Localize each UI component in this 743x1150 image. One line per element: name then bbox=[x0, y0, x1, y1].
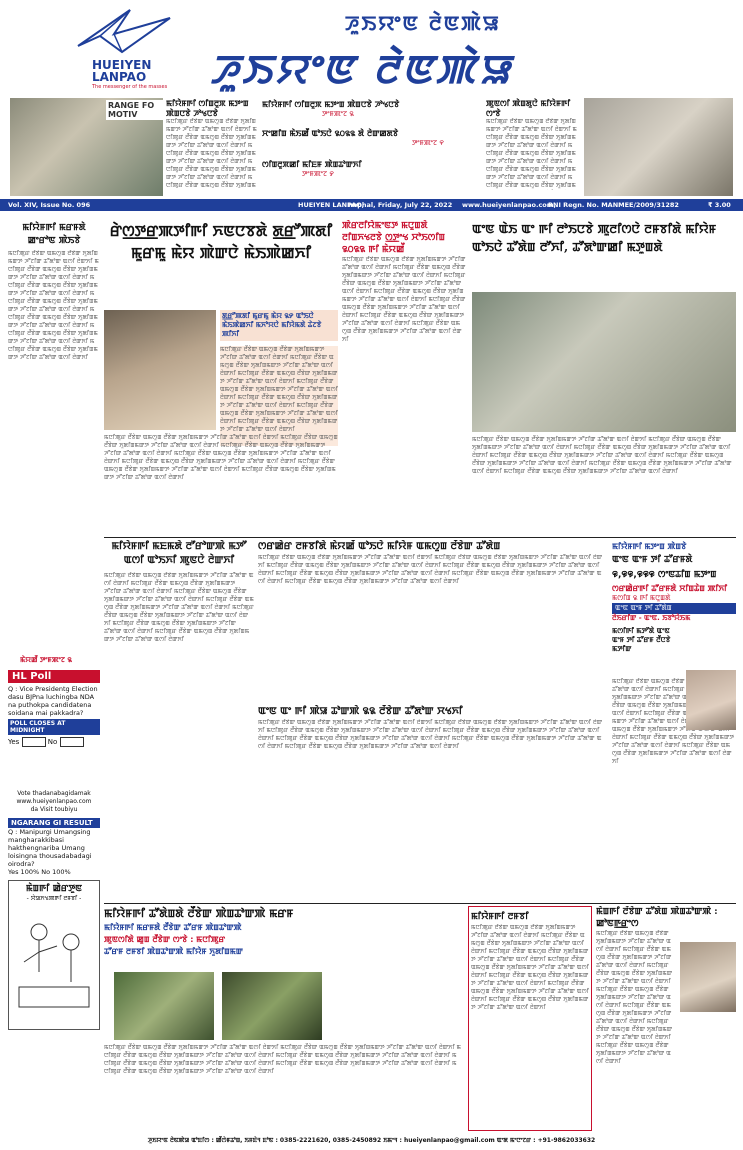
logo-text-1: HUEIYEN bbox=[92, 58, 152, 72]
price: ₹ 3.00 bbox=[708, 201, 731, 209]
mid-left-headline: ꯃꯤꯌꯥꯝꯒꯤ ꯃꯐꯃꯗꯥ ꯂꯧꯔꯣꯛꯄꯥ ꯃꯇꯧ ꯑꯁꯤ ꯑꯣꯏꯈꯤ ꯄꯨꯟꯅꯥ ꯂꯥꯛꯈꯤ bbox=[111, 541, 247, 566]
cartoon-drawing-icon bbox=[9, 902, 99, 1017]
center-story[interactable] bbox=[342, 220, 466, 535]
bottom-left-story[interactable]: ꯃꯤꯌꯥꯝꯒꯤ ꯊꯧꯗꯥꯡꯗꯥ ꯂꯩꯕꯥꯛ ꯄꯥꯡꯊꯣꯛꯄꯥ ꯃꯔꯝ ꯃꯤꯌꯥꯝꯒꯤ ꯃꯔꯝꯗꯥ ꯂꯩꯕꯥꯛ ꯊꯧꯔꯝ ꯄꯥꯡꯊꯣꯛꯄꯥ ꯄꯨꯟꯁꯤꯗꯥ ꯀꯨꯡ ꯂꯩꯕꯥꯛ ꯁꯦꯕꯥ : ꯃꯅꯤꯄꯨꯔ ꯊꯧꯔꯝ ꯂꯝꯕꯤ ꯄꯥꯡꯊꯣꯛꯄꯥ ꯃꯤꯌꯥꯝ ꯈꯨꯗꯤꯡꯃꯛ ꯃꯅꯤꯄꯨꯔ ꯂꯩꯕꯥꯛ ꯑꯃꯁꯨꯡ ꯂꯩꯕꯥꯛ ꯈꯨꯗꯤꯡꯃꯛꯇ ꯍꯧꯖꯤꯛ ꯊꯧꯗꯣꯛ ꯑꯁꯤ ꯂꯥꯛꯈꯤ ꯃꯅꯤꯄꯨꯔ ꯂꯩꯕꯥꯛ ꯑꯃꯁꯨꯡ ꯂꯩꯕꯥꯛ ꯈꯨꯗꯤꯡꯃꯛꯇ ꯍꯧꯖꯤꯛ ꯊꯧꯗꯣꯛ ꯑꯁꯤ ꯂꯥꯛꯈꯤ ꯃꯅꯤꯄꯨꯔ ꯂꯩꯕꯥꯛ ꯑꯃꯁꯨꯡ ꯂꯩꯕꯥꯛ ꯈꯨꯗꯤꯡꯃꯛꯇ ꯍꯧꯖꯤꯛ ꯊꯧꯗꯣꯛ ꯑꯁꯤ ꯂꯥꯛꯈꯤ ꯃꯅꯤꯄꯨꯔ ꯂꯩꯕꯥꯛ ꯑꯃꯁꯨꯡ ꯂꯩꯕꯥꯛ ꯈꯨꯗꯤꯡꯃꯛꯇ ꯍꯧꯖꯤꯛ ꯊꯧꯗꯣꯛ ꯑꯁꯤ ꯂꯥꯛꯈꯤ ꯃꯅꯤꯄꯨꯔ ꯂꯩꯕꯥꯛ ꯑꯃꯁꯨꯡ ꯂꯩꯕꯥꯛ ꯈꯨꯗꯤꯡꯃꯛꯇ ꯍꯧꯖꯤꯛ ꯊꯧꯗꯣꯛ ꯑꯁꯤ ꯂꯥꯛꯈꯤ ꯃꯅꯤꯄꯨꯔ ꯂꯩꯕꯥꯛ ꯑꯃꯁꯨꯡ ꯂꯩꯕꯥꯛ ꯈꯨꯗꯤꯡꯃꯛꯇ ꯍꯧꯖꯤꯛ ꯊꯧꯗꯣꯛ ꯑꯁꯤ ꯂꯥꯛꯈꯤ ꯃꯅꯤꯄꯨꯔ ꯂꯩꯕꯥꯛ ꯑꯃꯁꯨꯡ ꯂꯩꯕꯥꯛ ꯈꯨꯗꯤꯡꯃꯛꯇ ꯍꯧꯖꯤꯛ ꯊꯧꯗꯣꯛ ꯑꯁꯤ ꯂꯥꯛꯈꯤ bbox=[104, 906, 464, 1131]
mid-left-story[interactable] bbox=[104, 540, 254, 900]
logo bbox=[70, 6, 180, 88]
right-top-headline: ꯑꯦꯟ ꯑꯥꯏ ꯑꯦ ꯒꯤ ꯂꯣꯏꯅꯕꯥ ꯄꯨꯂꯤꯁꯅꯥ ꯂꯝꯕꯤꯗꯥ ꯃꯤꯌꯥꯝ ꯑꯣꯏꯅꯥ ꯊꯧꯗꯥꯡ ꯂꯧꯈꯤ, ꯊꯧꯗꯣꯛꯀꯤ ꯃꯇꯨꯡꯗꯥ bbox=[472, 222, 717, 254]
top-right-photo bbox=[584, 98, 733, 196]
main-headline: ꯔꯥꯁ꯭ꯇ꯭ꯔꯄꯇꯤꯒꯤ ꯈꯟꯅꯕꯗꯥ ꯗ꯭ꯔꯧꯄꯗꯤ ꯃꯨꯔꯃꯨ ꯃꯥꯌ ꯄꯥꯛꯅꯥ ꯃꯥꯏꯄꯥꯀꯈꯤ bbox=[109, 222, 333, 262]
poll-yes-checkbox[interactable] bbox=[22, 737, 46, 747]
right-portrait bbox=[686, 670, 736, 730]
police-photo bbox=[472, 292, 736, 432]
divider bbox=[104, 537, 736, 538]
bottom-center-story[interactable] bbox=[468, 906, 592, 1131]
bottom-left-photo-2 bbox=[222, 972, 322, 1040]
poll-no-checkbox[interactable] bbox=[60, 737, 84, 747]
vote-link[interactable]: www.hueiyenlanpao.com bbox=[16, 798, 92, 805]
right-portrait-title: ꯃꯁꯤꯒꯤ ꯃꯇꯧꯗꯥ ꯑꯦꯟ ꯑꯦꯝ ꯇꯤ ꯊꯧꯔꯝ ꯂꯩꯅꯕꯥ ꯃꯇꯤꯛ bbox=[612, 627, 671, 653]
photo-banner: RANGE FO MOTIV bbox=[106, 100, 163, 120]
ngarang-result: NGARANG GI RESULT Q : Manipurgi Umangsing mangharakkibasi hakthengnariba Umang loisingna thousadabadagi oirodra? Yes 100% No 100% bbox=[8, 818, 100, 876]
dateline-date: Imphal, Friday, July 22, 2022 bbox=[348, 201, 453, 209]
top-left-photo bbox=[10, 98, 163, 196]
logo-text-2: LANPAO bbox=[92, 70, 147, 84]
result-question: Q : Manipurgi Umangsing mangharakkibasi hakthengnariba Umang loisingna thousadabadagi oirodra? bbox=[8, 828, 92, 868]
volume: Vol. XIV, Issue No. 096 bbox=[8, 201, 91, 209]
main-story[interactable] bbox=[104, 220, 338, 535]
main-story-photo bbox=[104, 310, 216, 430]
dove-icon bbox=[70, 6, 180, 64]
bottom-right-portrait bbox=[680, 942, 736, 1012]
center-headline: ꯄꯥꯔꯂꯤꯌꯥꯃꯦꯟꯇ ꯃꯅꯨꯡꯗꯥ ꯂꯤꯡꯈꯠꯂꯕꯥ ꯁ꯭ꯇꯦꯠ ꯆꯣꯏꯁꯤꯡ ꯲꯰꯲꯲ ꯒꯤ ꯃꯥꯌꯀꯩ bbox=[342, 221, 446, 255]
website-link[interactable]: www.hueiyenlanpao.com, bbox=[462, 201, 557, 209]
poll-closes: POLL CLOSES AT MIDNIGHT bbox=[8, 719, 100, 735]
top-story-1[interactable]: ꯃꯤꯌꯥꯝꯒꯤ ꯁꯤꯡꯂꯨꯞ ꯃꯇꯦꯡ ꯄꯥꯡꯅꯕꯥ ꯍꯣꯠꯅꯕꯥ ꯃꯅꯤꯄꯨꯔ ꯂꯩꯕꯥꯛ ꯑꯃꯁꯨꯡ ꯂꯩꯕꯥꯛ ꯈꯨꯗꯤꯡꯃꯛꯇ ꯍꯧꯖꯤꯛ ꯊꯧꯗꯣꯛ ꯑꯁꯤ ꯂꯥꯛꯈꯤ ꯃꯅꯤꯄꯨꯔ ꯂꯩꯕꯥꯛ ꯑꯃꯁꯨꯡ ꯂꯩꯕꯥꯛ ꯈꯨꯗꯤꯡꯃꯛꯇ ꯍꯧꯖꯤꯛ ꯊꯧꯗꯣꯛ ꯑꯁꯤ ꯂꯥꯛꯈꯤ ꯃꯅꯤꯄꯨꯔ ꯂꯩꯕꯥꯛ ꯑꯃꯁꯨꯡ ꯂꯩꯕꯥꯛ ꯈꯨꯗꯤꯡꯃꯛꯇ ꯍꯧꯖꯤꯛ ꯊꯧꯗꯣꯛ ꯑꯁꯤ ꯂꯥꯛꯈꯤ ꯃꯅꯤꯄꯨꯔ ꯂꯩꯕꯥꯛ ꯑꯃꯁꯨꯡ ꯂꯩꯕꯥꯛ ꯈꯨꯗꯤꯡꯃꯛꯇ ꯍꯧꯖꯤꯛ ꯊꯧꯗꯣꯛ ꯑꯁꯤ ꯂꯥꯛꯈꯤ ꯃꯅꯤꯄꯨꯔ ꯂꯩꯕꯥꯛ ꯑꯃꯁꯨꯡ ꯂꯩꯕꯥꯛ ꯈꯨꯗꯤꯡꯃꯛꯇ ꯍꯧꯖꯤꯛ ꯊꯧꯗꯣꯛ ꯑꯁꯤ ꯂꯥꯛꯈꯤ ꯃꯅꯤꯄꯨꯔ ꯂꯩꯕꯥꯛ ꯑꯃꯁꯨꯡ ꯂꯩꯕꯥꯛ ꯈꯨꯗꯤꯡꯃꯛꯇ ꯍꯧꯖꯤꯛ ꯊꯧꯗꯣꯛ ꯑꯁꯤ ꯂꯥꯛꯈꯤ ꯃꯅꯤꯄꯨꯔ ꯂꯩꯕꯥꯛ ꯑꯃꯁꯨꯡ ꯂꯩꯕꯥꯛ ꯈꯨꯗꯤꯡꯃꯛꯇ ꯍꯧꯖꯤꯛ ꯊꯧꯗꯣꯛ ꯑꯁꯤ ꯂꯥꯛꯈꯤ bbox=[166, 98, 258, 194]
mid-center-left-story[interactable] bbox=[258, 540, 608, 700]
cartoon-box bbox=[8, 880, 100, 1030]
bottom-right-story[interactable] bbox=[596, 906, 736, 1131]
poll-yes-label: Yes bbox=[8, 738, 20, 746]
mid-center-right-story[interactable] bbox=[258, 705, 608, 901]
bottom-left-photo-1 bbox=[114, 972, 214, 1040]
mid-center-left-headline: ꯁꯔꯀꯥꯔ ꯂꯝꯕꯤꯗꯥ ꯃꯥꯌꯀꯩ ꯑꯣꯏꯅꯥ ꯃꯤꯌꯥꯝ ꯑꯃꯁꯨꯡ ꯂꯩꯕꯥꯛ ꯊꯧꯗꯥꯡ bbox=[258, 541, 501, 552]
bottom-left-headline: ꯃꯤꯌꯥꯝꯒꯤ ꯊꯧꯗꯥꯡꯗꯥ ꯂꯩꯕꯥꯛ ꯄꯥꯡꯊꯣꯛꯄꯥ ꯃꯔꯝ bbox=[104, 907, 294, 920]
divider-2 bbox=[104, 903, 736, 904]
rni-number: RNI Regn. No. MANMEE/2009/31282 bbox=[548, 201, 679, 209]
left-column-more[interactable]: ꯃꯥꯌꯀꯩ ꯇꯦꯝꯄꯦꯖ ꯲ bbox=[20, 656, 72, 664]
poll-no-label: No bbox=[47, 738, 58, 746]
right-column[interactable]: ꯃꯤꯌꯥꯝꯒꯤ ꯃꯇꯦꯡ ꯄꯥꯡꯕꯥ ꯑꯦꯟ ꯑꯦꯝ ꯇꯤ ꯊꯧꯔꯝꯗꯥ ꯶,꯶꯶,꯶꯶꯶ ꯁꯦꯟꯊꯤꯡ ꯃꯇꯦꯡ ꯁꯔꯀꯥꯔꯒꯤ ꯊꯧꯔꯝꯗꯥ ꯆꯤꯡꯊꯥꯡ ꯄꯤꯈꯤ ꯃꯁꯤꯡ ꯲ ꯒꯤ ꯃꯅꯨꯡꯗꯥ ꯑꯦꯟ ꯑꯦꯝ ꯇꯤ ꯊꯧꯗꯥꯡ ꯂꯥꯏꯔꯤꯛ - ꯑꯦꯟ. ꯏꯕꯣꯌꯥꯏꯃ ꯃꯁꯤꯒꯤ ꯃꯇꯧꯗꯥ ꯑꯦꯟ ꯑꯦꯝ ꯇꯤ ꯊꯧꯔꯝ ꯂꯩꯅꯕꯥ ꯃꯇꯤꯛ ꯃꯅꯤꯄꯨꯔ ꯂꯩꯕꯥꯛ ꯑꯃꯁꯨꯡ ꯂꯩꯕꯥꯛ ꯈꯨꯗꯤꯡꯃꯛꯇ ꯍꯧꯖꯤꯛ ꯊꯧꯗꯣꯛ ꯑꯁꯤ ꯂꯥꯛꯈꯤ ꯃꯅꯤꯄꯨꯔ ꯂꯩꯕꯥꯛ ꯑꯃꯁꯨꯡ ꯂꯩꯕꯥꯛ ꯈꯨꯗꯤꯡꯃꯛꯇ ꯍꯧꯖꯤꯛ ꯊꯧꯗꯣꯛ ꯑꯁꯤ ꯂꯥꯛꯈꯤ ꯃꯅꯤꯄꯨꯔ ꯂꯩꯕꯥꯛ ꯑꯃꯁꯨꯡ ꯂꯩꯕꯥꯛ ꯈꯨꯗꯤꯡꯃꯛꯇ ꯍꯧꯖꯤꯛ ꯊꯧꯗꯣꯛ ꯑꯁꯤ ꯂꯥꯛꯈꯤ ꯃꯅꯤꯄꯨꯔ ꯂꯩꯕꯥꯛ ꯑꯃꯁꯨꯡ ꯂꯩꯕꯥꯛ ꯈꯨꯗꯤꯡꯃꯛꯇ ꯍꯧꯖꯤꯛ ꯊꯧꯗꯣꯛ ꯑꯁꯤ ꯂꯥꯛꯈꯤ ꯃꯅꯤꯄꯨꯔ ꯂꯩꯕꯥꯛ ꯑꯃꯁꯨꯡ ꯂꯩꯕꯥꯛ ꯈꯨꯗꯤꯡꯃꯛꯇ ꯍꯧꯖꯤꯛ ꯊꯧꯗꯣꯛ ꯑꯁꯤ ꯂꯥꯛꯈꯤ ꯃꯅꯤꯄꯨꯔ ꯂꯩꯕꯥꯛ ꯑꯃꯁꯨꯡ ꯂꯩꯕꯥꯛ ꯈꯨꯗꯤꯡꯃꯛꯇ ꯍꯧꯖꯤꯛ ꯊꯧꯗꯣꯛ ꯑꯁꯤ ꯂꯥꯛꯈꯤ ꯃꯅꯤꯄꯨꯔ ꯂꯩꯕꯥꯛ ꯑꯃꯁꯨꯡ ꯂꯩꯕꯥꯛ ꯈꯨꯗꯤꯡꯃꯛꯇ ꯍꯧꯖꯤꯛ ꯊꯧꯗꯣꯛ ꯑꯁꯤ ꯂꯥꯛꯈꯤ bbox=[612, 540, 736, 900]
vote-instructions: Vote thadanabagidamak www.hueiyenlanpao.com da Visit toubiyu bbox=[8, 790, 100, 814]
logo-tagline: The messenger of the masses bbox=[92, 84, 168, 90]
dateline-paper: HUEIYEN LANPAO, bbox=[298, 201, 365, 209]
dateline-bar bbox=[0, 199, 743, 211]
hl-poll bbox=[8, 670, 100, 786]
right-top-story[interactable] bbox=[472, 220, 736, 535]
result-values: Yes 100% No 100% bbox=[8, 868, 71, 876]
top-story-2[interactable]: ꯃꯤꯌꯥꯝꯒꯤ ꯁꯤꯡꯂꯨꯞ ꯃꯇꯦꯡ ꯄꯥꯡꯅꯕꯥ ꯍꯣꯠꯅꯕꯥ ꯇꯦꯝꯄꯦꯖ ꯲ ꯆꯦꯀꯤꯡ ꯃꯥꯏꯀꯩ ꯑꯣꯏꯅꯥ ꯲꯰꯲꯲ ꯗꯥ ꯂꯥꯛꯀꯗꯕꯥ ꯇꯦꯝꯄꯦꯖ ꯵ ꯁꯤꯡꯂꯨꯞꯀꯤ ꯃꯤꯐꯝ ꯄꯥꯡꯊꯣꯛꯈꯤ ꯇꯦꯝꯄꯦꯖ ꯸ bbox=[262, 98, 482, 194]
top-story-2-more[interactable]: ꯇꯦꯝꯄꯦꯖ ꯲ bbox=[322, 110, 354, 118]
bottom-right-headline: ꯃꯥꯡꯒꯤ ꯂꯩꯕꯥꯛ ꯊꯧꯗꯥꯡ ꯄꯥꯡꯊꯣꯛꯄꯥ : ꯀꯣꯟꯒ꯭ꯔꯦꯁ bbox=[596, 907, 718, 929]
footer: ꯍꯨꯏꯌꯦꯟ ꯂꯥꯟꯄꯥꯎ ꯑꯣꯐꯤꯁ : ꯀꯩꯁꯥꯝꯊꯣꯡ, ꯏꯝꯐꯥꯜ ꯐꯣꯟ : 0385-2221620, 0385-2450892 ꯏꯃꯦꯜ : hueiyenlanpao@gmail.com ꯑꯦꯗ ꯃꯦꯅꯦꯖꯔ : +91-9862033632 bbox=[147, 1137, 596, 1144]
left-column-story[interactable]: ꯃꯤꯌꯥꯝꯒꯤ ꯃꯔꯝꯗꯥ ꯀꯦꯔꯣꯟ ꯄꯥꯏꯕꯥ ꯃꯅꯤꯄꯨꯔ ꯂꯩꯕꯥꯛ ꯑꯃꯁꯨꯡ ꯂꯩꯕꯥꯛ ꯈꯨꯗꯤꯡꯃꯛꯇ ꯍꯧꯖꯤꯛ ꯊꯧꯗꯣꯛ ꯑꯁꯤ ꯂꯥꯛꯈꯤ ꯃꯅꯤꯄꯨꯔ ꯂꯩꯕꯥꯛ ꯑꯃꯁꯨꯡ ꯂꯩꯕꯥꯛ ꯈꯨꯗꯤꯡꯃꯛꯇ ꯍꯧꯖꯤꯛ ꯊꯧꯗꯣꯛ ꯑꯁꯤ ꯂꯥꯛꯈꯤ ꯃꯅꯤꯄꯨꯔ ꯂꯩꯕꯥꯛ ꯑꯃꯁꯨꯡ ꯂꯩꯕꯥꯛ ꯈꯨꯗꯤꯡꯃꯛꯇ ꯍꯧꯖꯤꯛ ꯊꯧꯗꯣꯛ ꯑꯁꯤ ꯂꯥꯛꯈꯤ ꯃꯅꯤꯄꯨꯔ ꯂꯩꯕꯥꯛ ꯑꯃꯁꯨꯡ ꯂꯩꯕꯥꯛ ꯈꯨꯗꯤꯡꯃꯛꯇ ꯍꯧꯖꯤꯛ ꯊꯧꯗꯣꯛ ꯑꯁꯤ ꯂꯥꯛꯈꯤ ꯃꯅꯤꯄꯨꯔ ꯂꯩꯕꯥꯛ ꯑꯃꯁꯨꯡ ꯂꯩꯕꯥꯛ ꯈꯨꯗꯤꯡꯃꯛꯇ ꯍꯧꯖꯤꯛ ꯊꯧꯗꯣꯛ ꯑꯁꯤ ꯂꯥꯛꯈꯤ ꯃꯅꯤꯄꯨꯔ ꯂꯩꯕꯥꯛ ꯑꯃꯁꯨꯡ ꯂꯩꯕꯥꯛ ꯈꯨꯗꯤꯡꯃꯛꯇ ꯍꯧꯖꯤꯛ ꯊꯧꯗꯣꯛ ꯑꯁꯤ ꯂꯥꯛꯈꯤ ꯃꯅꯤꯄꯨꯔ ꯂꯩꯕꯥꯛ ꯑꯃꯁꯨꯡ ꯂꯩꯕꯥꯛ ꯈꯨꯗꯤꯡꯃꯛꯇ ꯍꯧꯖꯤꯛ ꯊꯧꯗꯣꯛ ꯑꯁꯤ ꯂꯥꯛꯈꯤ bbox=[8, 220, 100, 640]
cartoon-title: ꯃꯥꯡꯒꯤ ꯀꯥꯔꯇꯨꯟ bbox=[25, 884, 83, 894]
mid-center-right-headline: ꯑꯦꯟ ꯑꯦ ꯒꯤ ꯄꯥꯎ ꯊꯣꯛꯄꯥ ꯲꯲ ꯂꯩꯕꯥꯛ ꯊꯧꯗꯣꯛ ꯆꯠꯈꯤ bbox=[258, 706, 463, 717]
right-byline: ꯂꯥꯏꯔꯤꯛ - ꯑꯦꯟ. ꯏꯕꯣꯌꯥꯏꯃ bbox=[612, 614, 691, 622]
main-caption: ꯗ꯭ꯔꯧꯄꯗꯤ ꯃꯨꯔꯃꯨ ꯃꯥꯌ ꯲꯸ ꯑꯣꯏꯅꯥ ꯃꯥꯏꯄꯥꯀꯈꯤ ꯃꯈꯣꯌꯅꯥ ꯃꯤꯌꯥꯃꯗꯥ ꯊꯥꯖꯕꯥ ꯄꯤꯈꯤ bbox=[220, 310, 338, 341]
masthead-title: ꯍꯨꯏꯌꯦꯟ ꯂꯥꯟꯄꯥꯎ bbox=[210, 46, 513, 93]
hl-poll-title: HL Poll bbox=[8, 670, 100, 683]
masthead-top-script: ꯍꯨꯏꯌꯦꯟ ꯂꯥꯟꯄꯥꯎ bbox=[345, 11, 501, 35]
bottom-center-headline: ꯃꯤꯌꯥꯝꯒꯤ ꯂꯝꯕꯤ bbox=[471, 912, 529, 922]
cartoon-caption: - ꯆꯥꯎꯈꯠꯄꯒꯤ ꯂꯝꯕꯤ - bbox=[26, 895, 82, 902]
poll-question: Q : Vice Presidentg Election dasu BJPna luchingba NDA na puthokpa candidatena soidana mai pakkadra? bbox=[8, 685, 98, 717]
top-story-4[interactable]: ꯄꯨꯟꯁꯤ ꯄꯥꯡꯗꯨꯅꯥ ꯃꯤꯌꯥꯝꯒꯤ ꯁꯦꯕꯥ ꯃꯅꯤꯄꯨꯔ ꯂꯩꯕꯥꯛ ꯑꯃꯁꯨꯡ ꯂꯩꯕꯥꯛ ꯈꯨꯗꯤꯡꯃꯛꯇ ꯍꯧꯖꯤꯛ ꯊꯧꯗꯣꯛ ꯑꯁꯤ ꯂꯥꯛꯈꯤ ꯃꯅꯤꯄꯨꯔ ꯂꯩꯕꯥꯛ ꯑꯃꯁꯨꯡ ꯂꯩꯕꯥꯛ ꯈꯨꯗꯤꯡꯃꯛꯇ ꯍꯧꯖꯤꯛ ꯊꯧꯗꯣꯛ ꯑꯁꯤ ꯂꯥꯛꯈꯤ ꯃꯅꯤꯄꯨꯔ ꯂꯩꯕꯥꯛ ꯑꯃꯁꯨꯡ ꯂꯩꯕꯥꯛ ꯈꯨꯗꯤꯡꯃꯛꯇ ꯍꯧꯖꯤꯛ ꯊꯧꯗꯣꯛ ꯑꯁꯤ ꯂꯥꯛꯈꯤ ꯃꯅꯤꯄꯨꯔ ꯂꯩꯕꯥꯛ ꯑꯃꯁꯨꯡ ꯂꯩꯕꯥꯛ ꯈꯨꯗꯤꯡꯃꯛꯇ ꯍꯧꯖꯤꯛ ꯊꯧꯗꯣꯛ ꯑꯁꯤ ꯂꯥꯛꯈꯤ ꯃꯅꯤꯄꯨꯔ ꯂꯩꯕꯥꯛ ꯑꯃꯁꯨꯡ ꯂꯩꯕꯥꯛ ꯈꯨꯗꯤꯡꯃꯛꯇ ꯍꯧꯖꯤꯛ ꯊꯧꯗꯣꯛ ꯑꯁꯤ ꯂꯥꯛꯈꯤ ꯃꯅꯤꯄꯨꯔ ꯂꯩꯕꯥꯛ ꯑꯃꯁꯨꯡ ꯂꯩꯕꯥꯛ ꯈꯨꯗꯤꯡꯃꯛꯇ ꯍꯧꯖꯤꯛ ꯊꯧꯗꯣꯛ ꯑꯁꯤ ꯂꯥꯛꯈꯤ ꯃꯅꯤꯄꯨꯔ ꯂꯩꯕꯥꯛ ꯑꯃꯁꯨꯡ ꯂꯩꯕꯥꯛ ꯈꯨꯗꯤꯡꯃꯛꯇ ꯍꯧꯖꯤꯛ ꯊꯧꯗꯣꯛ ꯑꯁꯤ ꯂꯥꯛꯈꯤ bbox=[486, 98, 580, 194]
